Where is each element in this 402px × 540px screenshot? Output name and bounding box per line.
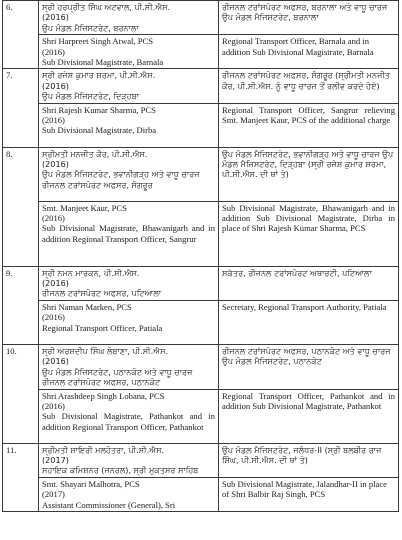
officer-english bbox=[39, 389, 219, 443]
serial-number: 7. bbox=[3, 69, 39, 147]
officer-batch: (2016) bbox=[42, 213, 65, 224]
transfer-table bbox=[2, 0, 399, 512]
officer-punjabi bbox=[39, 443, 219, 477]
officer-punjabi bbox=[39, 344, 219, 389]
posting-english: Regional Transport Officer, Pathankot and in addition Sub Divisional Magistrate, Pathankot bbox=[219, 389, 399, 443]
table-row bbox=[3, 443, 399, 477]
table-row bbox=[3, 344, 399, 389]
posting-english: Regional Transport Officer, Barnala and in addition Sub Divisional Magistrate, Barnala bbox=[219, 35, 399, 69]
table-row bbox=[3, 389, 399, 443]
officer-current-post: ਉਪ ਮੰਡਲ ਮੈਜਿਸਟਰੇਟ, ਦਿੜ੍ਹਬਾ bbox=[42, 91, 140, 102]
table-row bbox=[3, 35, 399, 69]
officer-name: ਸ੍ਰੀ ਅਰਸ਼ਦੀਪ ਸਿੰਘ ਲੋਬਾਣਾ, ਪੀ.ਸੀ.ਐਸ. bbox=[42, 345, 169, 356]
officer-batch: (2016) bbox=[42, 159, 69, 170]
officer-batch: (2016) bbox=[42, 356, 69, 367]
officer-english bbox=[39, 103, 219, 147]
officer-english bbox=[39, 201, 219, 266]
officer-current-post: Sub Divisional Magistrate, Bhawanigarh and in addition Regional Transport Officer, Sangrur bbox=[42, 223, 215, 244]
posting-punjabi: ਰੀਜਨਲ ਟਰਾਂਸਪੋਰਟ ਅਫਸਰ, ਬਰਨਾਲਾ ਅਤੇ ਵਾਧੂ ਚਾਰਜ ਉਪ ਮੰਡਲ ਮੈਜਿਸਟਰੇਟ, ਬਰਨਾਲਾ bbox=[219, 1, 399, 35]
serial-number: 6. bbox=[3, 1, 39, 69]
posting-punjabi: ਰੀਜਨਲ ਟਰਾਂਸਪੋਰਟ ਅਫਸਰ, ਪਠਾਨਕੋਟ ਅਤੇ ਵਾਧੂ ਚਾਰਜ ਉਪ ਮੰਡਲ ਮੈਜਿਸਟਰੇਟ, ਪਠਾਨਕੋਟ bbox=[219, 344, 399, 389]
officer-batch: (2016) bbox=[42, 12, 69, 23]
officer-additional-charge: ਰੀਜਨਲ ਟਰਾਂਸਪੋਰਟ ਅਫਸਰ, ਸੰਗਰੂਰ bbox=[42, 179, 153, 190]
table-row bbox=[3, 147, 399, 201]
officer-name: ਸ੍ਰੀਮਤੀ ਮਨਜੀਤ ਕੌਰ, ਪੀ.ਸੀ.ਐਸ. bbox=[42, 148, 148, 159]
officer-name: Smt. Manjeet Kaur, PCS bbox=[42, 202, 127, 213]
posting-english: Sub Divisional Magistrate, Jalandhar-II in place of Shri Balbir Raj Singh, PCS bbox=[219, 477, 399, 511]
officer-batch: (2016) bbox=[42, 80, 69, 91]
officer-batch: (2016) bbox=[42, 278, 69, 289]
officer-punjabi bbox=[39, 147, 219, 201]
officer-english bbox=[39, 35, 219, 69]
officer-batch: (2016) bbox=[42, 115, 65, 126]
table-row bbox=[3, 69, 399, 103]
officer-batch: (2016) bbox=[42, 312, 65, 323]
table-row bbox=[3, 1, 399, 35]
posting-english: Regional Transport Officer, Sangrur relieving Smt. Manjeet Kaur, PCS of the additional charge bbox=[219, 103, 399, 147]
officer-name: ਸ੍ਰੀ ਰਜੇਸ਼ ਕੁਮਾਰ ਸ਼ਰਮਾ, ਪੀ.ਸੀ.ਐਸ. bbox=[42, 70, 156, 81]
officer-punjabi bbox=[39, 266, 219, 300]
officer-name: Shri Rajesh Kumar Sharma, PCS bbox=[42, 104, 156, 115]
officer-batch: (2017) bbox=[42, 489, 65, 500]
officer-punjabi bbox=[39, 69, 219, 103]
officer-punjabi bbox=[39, 1, 219, 35]
table-row bbox=[3, 103, 399, 147]
officer-current-post: ਉਪ ਮੰਡਲ ਮੈਜਿਸਟਰੇਟ, ਪਠਾਨਕੋਟ ਅਤੇ ਵਾਧੂ ਚਾਰਜ bbox=[42, 366, 193, 377]
serial-number: 8. bbox=[3, 147, 39, 266]
officer-name: Shri Arashdeep Singh Lobana, PCS bbox=[42, 390, 165, 401]
officer-name: ਸ੍ਰੀ ਹਰਪ੍ਰੀਤ ਸਿੰਘ ਅਟਵਾਲ, ਪੀ.ਸੀ.ਐਸ. bbox=[42, 2, 171, 12]
table-row bbox=[3, 266, 399, 300]
posting-punjabi: ਰੀਜਨਲ ਟਰਾਂਸਪੋਰਟ ਅਫਸਰ, ਸੰਗਰੂਰ (ਸ੍ਰੀਮਤੀ ਮਨਜੀਤ ਕੌਰ, ਪੀ.ਸੀ.ਐਸ. ਨੂੰ ਵਾਧੂ ਚਾਰਜ ਤੋਂ ਰਲੀਵ ਕਰਦੇ ਹੋਏ) bbox=[219, 69, 399, 103]
officer-name: ਸ੍ਰੀ ਨਮਨ ਮਾਰਕਨ, ਪੀ.ਸੀ.ਐਸ. bbox=[42, 267, 140, 278]
posting-english: Secretary, Regional Transport Authority, Patiala bbox=[219, 300, 399, 344]
officer-english bbox=[39, 300, 219, 344]
posting-punjabi: ਉਪ ਮੰਡਲ ਮੈਜਿਸਟਰੇਟ, ਜਲੰਧਰ-II (ਸ੍ਰੀ ਬਲਬੀਰ ਰਾਜ ਸਿੰਘ, ਪੀ.ਸੀ.ਐਸ. ਦੀ ਥਾਂ ਤੇ) bbox=[219, 443, 399, 477]
officer-name: Shri Naman Marken, PCS bbox=[42, 301, 132, 312]
officer-current-post: ਉਪ ਮੰਡਲ ਮੈਜਿਸਟਰੇਟ, ਭਵਾਨੀਗੜ੍ਹ ਅਤੇ ਵਾਧੂ ਚਾਰਜ bbox=[42, 169, 200, 180]
officer-current-post: ਰੀਜਨਲ ਟਰਾਂਸਪੋਰਟ ਅਫਸਰ, ਪਟਿਆਲਾ bbox=[42, 288, 162, 299]
table-row bbox=[3, 300, 399, 344]
officer-name: ਸ੍ਰੀਮਤੀ ਸ਼ਾਇਰੀ ਮਲਹੋਤਰਾ, ਪੀ.ਸੀ.ਐਸ. bbox=[42, 444, 165, 455]
officer-name: Shri Harpreet Singh Atwal, PCS bbox=[42, 36, 154, 47]
officer-batch: (2016) bbox=[42, 400, 65, 411]
serial-number: 10. bbox=[3, 344, 39, 443]
officer-current-post: ਉਪ ਮੰਡਲ ਮੈਜਿਸਟਰੇਟ, ਬਰਨਾਲਾ bbox=[42, 22, 139, 33]
officer-current-post: Sub Divisional Magistrate, Barnala bbox=[42, 57, 164, 68]
serial-number: 11. bbox=[3, 443, 39, 511]
table-row bbox=[3, 201, 399, 266]
posting-punjabi: ਉਪ ਮੰਡਲ ਮੈਜਿਸਟਰੇਟ, ਭਵਾਨੀਗੜ੍ਹ ਅਤੇ ਵਾਧੂ ਚਾਰਜ ਉਪ ਮੰਡਲ ਮੈਜਿਸਟਰੇਟ, ਦਿੜ੍ਹਬਾ (ਸ੍ਰੀ ਰਜੇਸ਼ ਕੁਮਾਰ ਸ਼ਰਮਾ, ਪੀ.ਸੀ.ਐਸ. ਦੀ ਥਾਂ ਤੇ) bbox=[219, 147, 399, 201]
officer-current-post: Regional Transport Officer, Patiala bbox=[42, 322, 163, 333]
transfer-order-page bbox=[2, 0, 398, 540]
officer-english bbox=[39, 477, 219, 511]
officer-additional-charge: ਰੀਜਨਲ ਟਰਾਂਸਪੋਰਟ ਅਫਸਰ, ਪਠਾਨਕੋਟ bbox=[42, 377, 161, 388]
officer-current-post: Assistant Commissioner (General), Sri bbox=[42, 499, 176, 510]
posting-punjabi: ਸਕੱਤਰ, ਰੀਜਨਲ ਟਰਾਂਸਪੋਰਟ ਅਥਾਰਟੀ, ਪਟਿਆਲਾ bbox=[219, 266, 399, 300]
officer-name: Smt. Shayari Malhotra, PCS bbox=[42, 478, 140, 489]
posting-english: Sub Divisional Magistrate, Bhawanigarh and in addition Sub Divisional Magistrate, Dirba in place of Shri Rajesh Kumar Sharma, PCS bbox=[219, 201, 399, 266]
officer-current-post: ਸਹਾਇਕ ਕਮਿਸ਼ਨਰ (ਜਨਰਲ), ਸ੍ਰੀ ਮੁਕਤਸਰ ਸਾਹਿਬ bbox=[42, 465, 199, 476]
serial-number: 9. bbox=[3, 266, 39, 344]
officer-batch: (2016) bbox=[42, 46, 65, 57]
officer-batch: (2017) bbox=[42, 454, 69, 465]
officer-current-post: Sub Divisional Magistrate, Pathankot and in addition Regional Transport Officer, Pathankot bbox=[42, 411, 215, 432]
table-row bbox=[3, 477, 399, 511]
officer-current-post: Sub Divisional Magistrate, Dirba bbox=[42, 125, 157, 136]
